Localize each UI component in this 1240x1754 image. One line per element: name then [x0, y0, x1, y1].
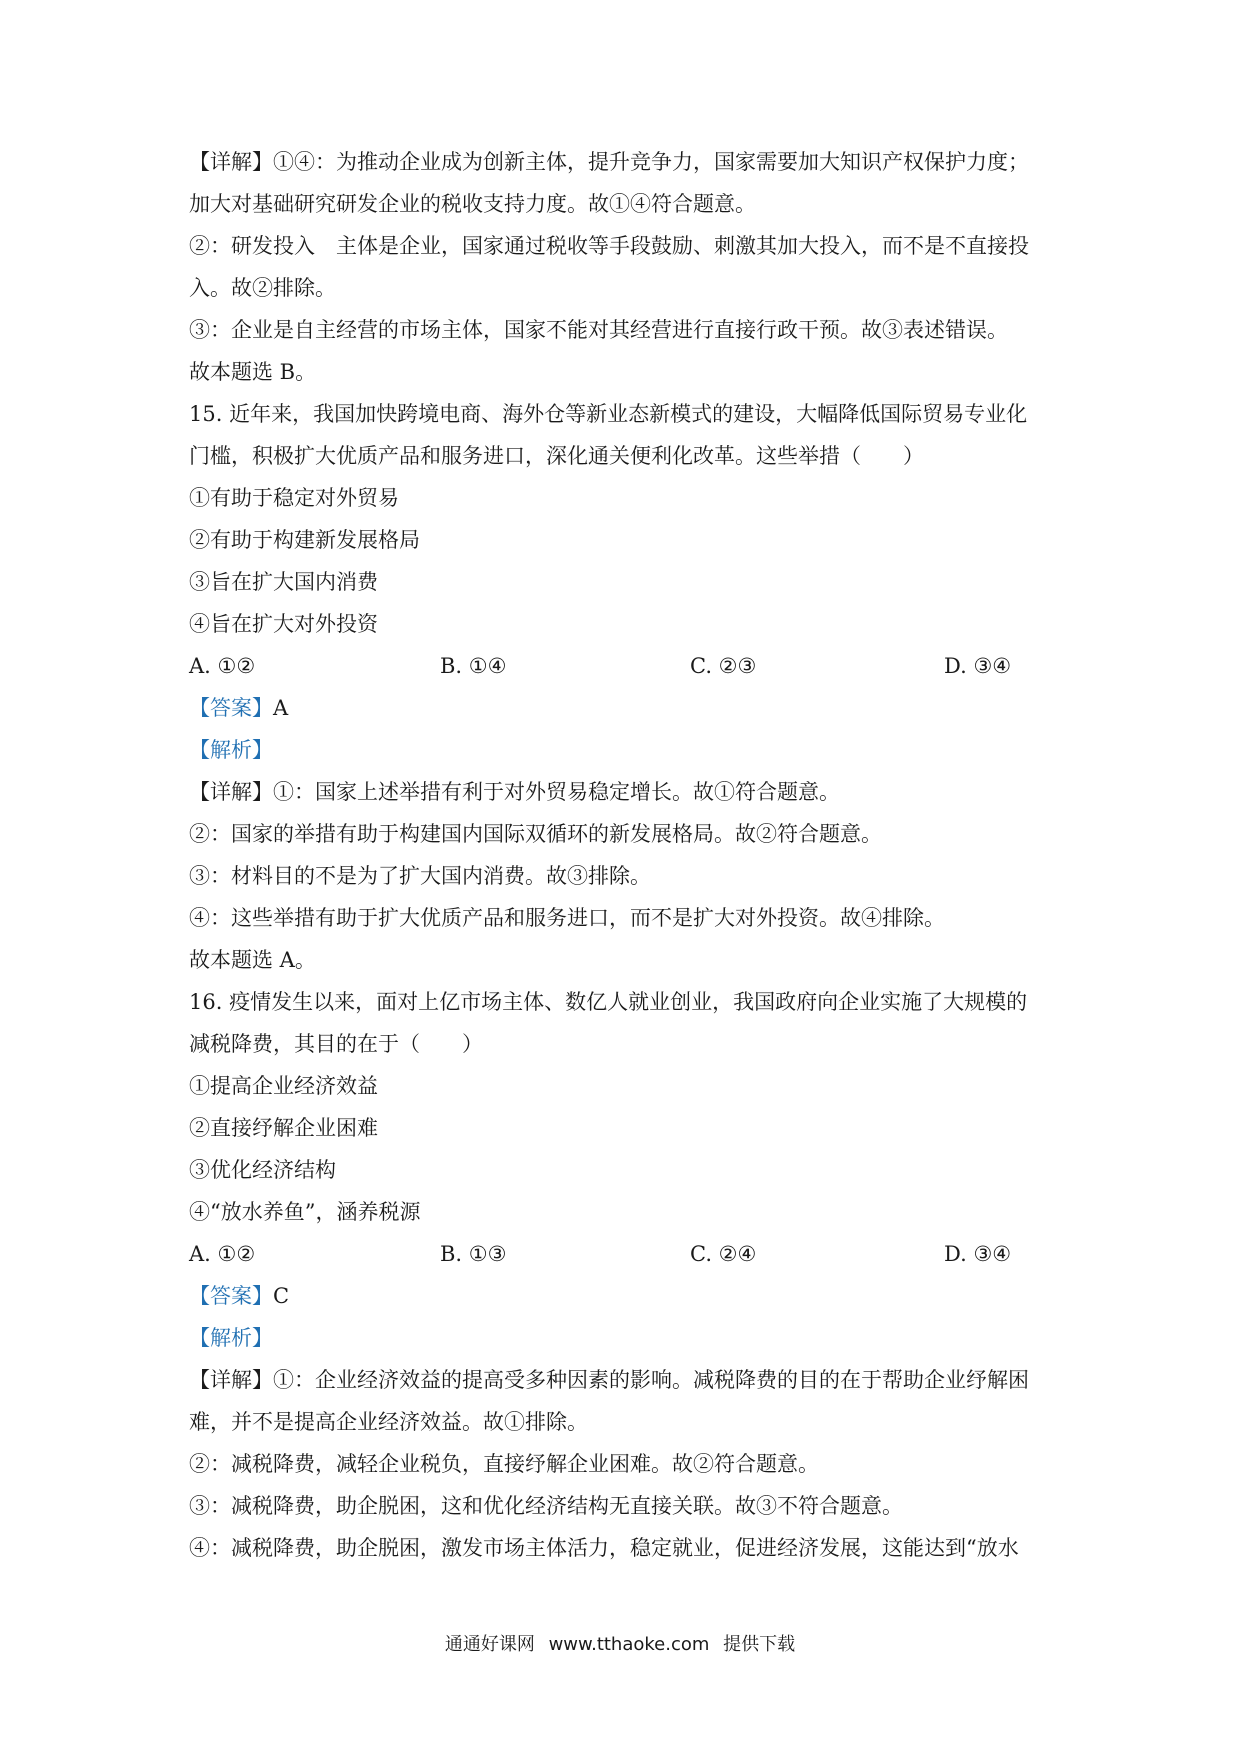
q15-option-b: B. ①④: [440, 654, 507, 678]
detail-tag: 【详解】: [189, 150, 273, 174]
q16-option-b: B. ①③: [440, 1242, 507, 1266]
q15-item-2: ②有助于构建新发展格局: [189, 528, 420, 552]
q16-option-d: D. ③④: [944, 1242, 1012, 1266]
q15-option-d: D. ③④: [944, 654, 1012, 678]
footer-site-name: 通通好课网: [444, 1634, 535, 1655]
q15-item-4: ④旨在扩大对外投资: [189, 612, 378, 636]
text-line: 入。故②排除。: [189, 276, 336, 300]
q15-detail-4: ④：这些举措有助于扩大优质产品和服务进口，而不是扩大对外投资。故④排除。: [189, 906, 945, 930]
answer-value: C: [273, 1284, 290, 1308]
q16-answer: [189, 1281, 1069, 1311]
q16-detail-3: ③：减税降费，助企脱困，这和优化经济结构无直接关联。故③不符合题意。: [189, 1494, 903, 1518]
q15-item-1: ①有助于稳定对外贸易: [189, 486, 399, 510]
answer-tag: 【答案】: [189, 1284, 273, 1308]
q16-detail-4: ④：减税降费，助企脱困，激发市场主体活力，稳定就业，促进经济发展，这能达到“放水: [189, 1536, 1019, 1560]
q16-item-4: ④“放水养鱼”，涵养税源: [189, 1200, 421, 1224]
conclusion-line: 故本题选 B。: [189, 360, 317, 384]
q15-option-c: C. ②③: [690, 654, 757, 678]
q15-detail-2: ②：国家的举措有助于构建国内国际双循环的新发展格局。故②符合题意。: [189, 822, 882, 846]
q16-item-2: ②直接纾解企业困难: [189, 1116, 378, 1140]
question-15-stem-cont: 门槛，积极扩大优质产品和服务进口，深化通关便利化改革。这些举措（ ）: [189, 444, 924, 468]
question-16-stem-cont: 减税降费，其目的在于（ ）: [189, 1032, 483, 1056]
q16-analysis-tag: 【解析】: [189, 1326, 273, 1350]
q15-detail-1: 【详解】①：国家上述举措有利于对外贸易稳定增长。故①符合题意。: [189, 780, 840, 804]
q15-analysis-tag: 【解析】: [189, 738, 273, 762]
q15-detail-3: ③：材料目的不是为了扩大国内消费。故③排除。: [189, 864, 651, 888]
q16-detail-2: ②：减税降费，减轻企业税负，直接纾解企业困难。故②符合题意。: [189, 1452, 819, 1476]
q15-conclusion: 故本题选 A。: [189, 948, 316, 972]
question-15-stem: 15. 近年来，我国加快跨境电商、海外仓等新业态新模式的建设，大幅降低国际贸易专业化: [189, 402, 1028, 426]
q16-detail-1: 【详解】①：企业经济效益的提高受多种因素的影响。减税降费的目的在于帮助企业纾解困: [189, 1368, 1029, 1392]
q15-answer: [189, 693, 1069, 723]
text-line: 加大对基础研究研发企业的税收支持力度。故①④符合题意。: [189, 192, 756, 216]
footer-suffix: 提供下载: [723, 1634, 796, 1655]
detail-line: 【详解】①④：为推动企业成为创新主体，提升竞争力，国家需要加大知识产权保护力度；: [189, 150, 1029, 174]
text-line: ②：研发投入 主体是企业，国家通过税收等手段鼓励、刺激其加大投入，而不是不直接投: [189, 234, 1029, 258]
text-line: ③：企业是自主经营的市场主体，国家不能对其经营进行直接行政干预。故③表述错误。: [189, 318, 1008, 342]
detail-tag: 【详解】: [189, 1368, 273, 1392]
page-footer: [0, 1632, 1240, 1658]
q16-detail-1-cont: 难，并不是提高企业经济效益。故①排除。: [189, 1410, 588, 1434]
q16-option-c: C. ②④: [690, 1242, 757, 1266]
q16-item-3: ③优化经济结构: [189, 1158, 336, 1182]
q16-item-1: ①提高企业经济效益: [189, 1074, 378, 1098]
answer-tag: 【答案】: [189, 696, 273, 720]
q15-option-a: A. ①②: [189, 654, 256, 678]
q16-option-a: A. ①②: [189, 1242, 256, 1266]
footer-url[interactable]: www.tthaoke.com: [548, 1634, 710, 1655]
question-16-stem: 16. 疫情发生以来，面对上亿市场主体、数亿人就业创业，我国政府向企业实施了大规模的: [189, 990, 1028, 1014]
detail-tag: 【详解】: [189, 780, 273, 804]
q15-item-3: ③旨在扩大国内消费: [189, 570, 378, 594]
answer-value: A: [273, 696, 289, 720]
